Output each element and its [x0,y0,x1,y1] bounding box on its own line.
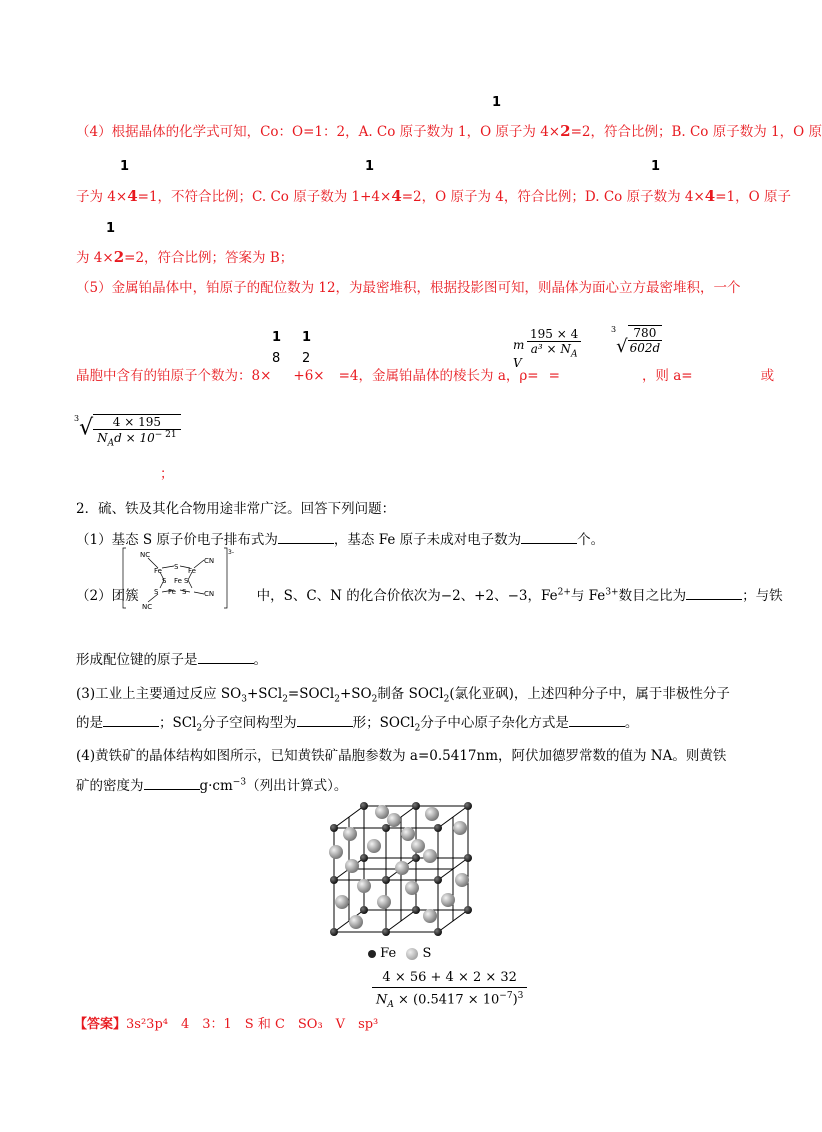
part4-line3: 为 4×2=2，符合比例；答案为 B； [76,248,294,266]
part5-semicolon: ； [160,466,174,482]
part4-line2: 子为 4×4=1，不符合比例；C. Co 原子数为 1+4×4=2，O 原子为 4，符合比例；D. Co 原子数为 4×4=1，O 原子 [76,187,791,205]
rho-fraction: 195 × 4 $a^3 \times N_A$ [527,327,581,359]
cluster-label-fe: Fe [174,577,182,585]
answer-blank [521,531,577,544]
fraction-denominator: 2 [302,351,311,366]
question2-part3: (3)工业上主要通过反应 $SO_3+SCl_2=SOCl_2+SO_2$制备 SOCl$_2$(氯化亚砜)，上述四种分子中，属于非极性分子 [76,686,730,705]
cluster-charge: 3- [228,549,234,556]
cluster-label-s: S [174,563,179,571]
fe-legend-marker [368,950,376,958]
fraction-numerator: 1 [365,159,375,174]
question2-part2-cont: 形成配位键的原子是 。 [76,652,267,668]
fraction-numerator: 1 [492,95,502,110]
answer-blank [144,777,200,790]
fraction-denominator: 8 [272,351,281,366]
cluster-label-s: S [184,577,189,585]
cluster-label-s: S [182,588,187,596]
part4-line1: （4）根据晶体的化学式可知，Co：O=1：2，A. Co 原子数为 1，O 原子为 4×2=2，符合比例；B. Co 原子数为 1，O 原 [76,122,822,140]
density-formula: 4 × 56 + 4 × 2 × 32 $N_A \times (0.5417 \times 10^{-7})^3$ [372,970,527,1010]
part5-line1: （5）金属铂晶体中，铂原子的配位数为 12，为最密堆积，根据投影图可知，则晶体为面心立方最密堆积，一个 [76,280,741,296]
cluster-label-cn: CN [204,557,215,565]
question2-part4: (4)黄铁矿的晶体结构如图所示，已知黄铁矿晶胞参数为 a=0.5417nm，阿伏加德罗常数的值为 NA。则黄铁 [76,748,727,764]
fraction-numerator: 1 [272,330,282,345]
cluster-label-nc: NC [142,603,153,611]
s-legend-label: S [422,946,432,961]
question2-part2: （2）团簇 中，S、C、N 的化合价依次为−2、+2、−3，$Fe^{2+}$与 $Fe^{3+}$数目之比为 ；与铁 [76,587,783,604]
fraction-numerator: 1 [302,330,312,345]
cluster-label-cn: CN [204,590,215,598]
cluster-label-fe: Fe [154,567,162,575]
cube-root-780: $^3$√ $\frac{780}{602d}$ [611,325,661,357]
fraction-numerator: 1 [120,159,130,174]
answer-blank [103,714,159,727]
cluster-label-s: S [162,577,167,585]
answer-text: 3s²3p⁴ 4 3：1 S 和 C SO₃ V sp³ [126,1017,379,1032]
rho-m: m [513,338,525,352]
answer-line [74,1013,378,1032]
answer-blank [569,714,625,727]
question2-title: 2．硫、铁及其化合物用途非常广泛。回答下列问题： [76,501,396,517]
s-legend-marker [406,948,418,960]
part5-line2: 晶胞中含有的铂原子个数为：8× +6× =4，金属铂晶体的棱长为 a，ρ= = ，则 a= 或 [76,368,775,384]
cluster-label-fe: Fe [188,567,196,575]
cluster-label-s: S [154,588,159,596]
question2-part1: （1）基态 S 原子价电子排布式为 ，基态 Fe 原子未成对电子数为 个。 [76,532,605,548]
question2-part3-cont: 的是 ；SCl$_2$分子空间构型为 形；SOCl$_2$分子中心原子杂化方式是 。 [76,715,639,734]
answer-blank [686,587,742,600]
cube-root-expression: $^3$√ 4 × 195 $N_Ad \times 10^{- 21}$ [74,414,181,448]
pyrite-crystal-structure [322,798,478,938]
cluster-label-nc: NC [140,551,151,559]
fe-legend-label: Fe [380,946,397,961]
cluster-label-fe: Fe [168,588,176,596]
figure-legend [368,946,431,961]
rho-v: V [513,356,522,370]
answer-blank [198,651,254,664]
answer-label: 【答案】 [74,1017,127,1032]
answer-blank [297,714,353,727]
fraction-numerator: 1 [106,221,116,236]
question2-part4-cont: 矿的密度为 $g\cdot cm^{-3}$（列出计算式）。 [76,777,348,794]
fraction-numerator: 1 [651,159,661,174]
answer-blank [278,531,334,544]
